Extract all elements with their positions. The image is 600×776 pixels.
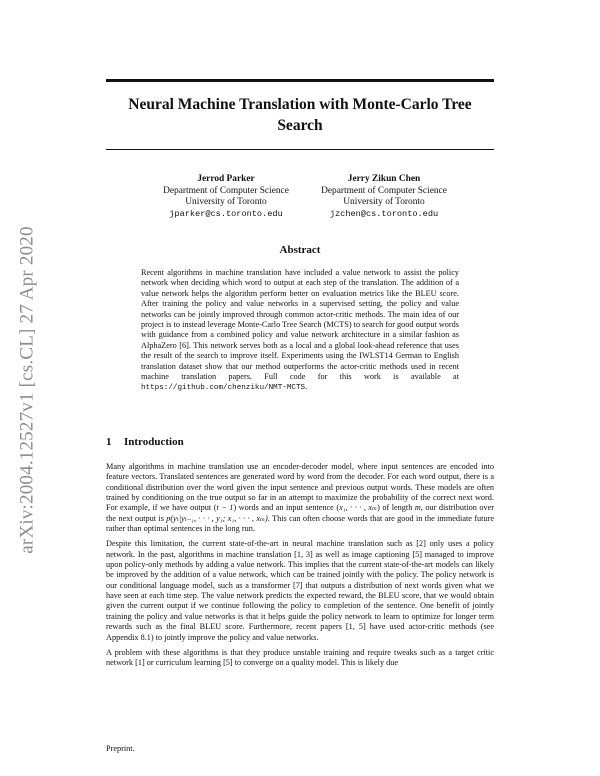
section-number: 1 [106,436,112,448]
author-email[interactable]: jparker@cs.toronto.edu [169,208,283,219]
paper-title: Neural Machine Translation with Monte-Carlo Tree Search [128,96,472,134]
math-inline: x₁, · · · , xₘ [339,503,378,513]
abstract-end: . [305,382,308,392]
para-text: Many algorithms in machine translation use an encoder-decoder model, where input sentences are encoded into feature vectors. Translated sentences are generated word by word from the decoder. For each word output, there is a conditional distribution over the word given the input sentence and previous output words. These models are often trained by conditioning on the true output so far in an attempt to maximize the probability of the correct next word. For example, if we have output ( [106,462,494,513]
math-inline: t − 1 [216,503,234,513]
author-email[interactable]: jzchen@cs.toronto.edu [329,208,439,219]
author-dept: Department of Computer Science [163,185,289,196]
author-name: Jerrod Parker [197,174,255,184]
author-block-2 [294,174,474,220]
author-name: Jerry Zikun Chen [347,174,421,184]
math-inline: m [414,503,421,513]
footer-preprint: Preprint. [106,744,135,753]
title-rule-top [106,79,494,82]
arxiv-stamp [10,200,46,580]
section-heading [106,436,184,448]
abstract-text: Recent algorithms in machine translation have included a value network to assist the policy network when deciding which word to output at each step of the translation. The addition of a value network helps the algorithm perform better on evaluation metrics like the BLEU score. After training the policy and value networks in a supervised setting, the policy and value networks can be jointly improved through common actor-critic methods. The main idea of our project is to instead leverage Monte-Carlo Tree Search (MCTS) to search for good output words with guidance from a combined policy and value network architecture in a similar fashion as AlphaZero [6]. This network serves both as a local and a global look-ahead reference that uses the result of the search to improve itself. Experiments using the IWLST14 German to English translation dataset show that our method outperforms the actor-critic methods used in recent machine translation papers. Full code for this work is available at [141,268,459,382]
math-inline: p(yₜ|yₜ₋₁, · · · , y₁; x₁, · · · , xₘ) [166,513,268,523]
section-body [106,462,494,674]
title-rule-bottom [106,149,494,150]
paragraph-2: Despite this limitation, the current state-of-the-art in neural machine translation such as [2] only uses a policy network. In the past, algorithms in machine translation [1, 3] as well as image captioning [5] managed to improve upon policy-only methods by adding a value network. This implies that the current state-of-the-art models can likely be improved by the addition of a value network, which can be trained jointly with the policy. The policy network is our conditional language model, such as a transformer [7] that outputs a distribution of next words given what we have seen at each time step. The value network predicts the expected reward, the BLEU score, that we would obtain given the current output if we continue following the policy to completion of the sentence. One benefit of jointly training the policy and value networks is that it helps guide the policy network to learn to optimize for longer term rewards such as the final BLEU score. Furthermore, recent papers [1, 5] have used actor-critic methods (see Appendix 8.1) to jointly improve the policy and value networks. [106,539,494,642]
author-univ: University of Toronto [343,197,425,208]
paragraph-3: A problem with these algorithms is that they produce unstable training and require tweaks such as a target critic network [1] or curriculum learning [5] to converge on a quality model. This is likely due [106,647,494,668]
author-block-1 [136,174,316,220]
para-text: ) of length [377,503,415,513]
abstract-body [141,268,459,394]
para-text: ) words and an input sentence ( [233,503,340,513]
arxiv-stamp-text: arXiv:2004.12527v1 [cs.CL] 27 Apr 2020 [17,226,38,554]
abstract-heading: Abstract [279,244,321,256]
section-title: Introduction [124,436,184,448]
para-text: , our distribution over the next output is [106,503,495,523]
author-univ: University of Toronto [185,197,267,208]
author-dept: Department of Computer Science [321,185,447,196]
code-link[interactable]: https://github.com/chenziku/NMT-MCTS [141,384,306,393]
para-text: . This can often choose words that are good in the immediate future rather than optimal sentences in the long run. [106,513,495,534]
paragraph-1 [106,462,494,534]
